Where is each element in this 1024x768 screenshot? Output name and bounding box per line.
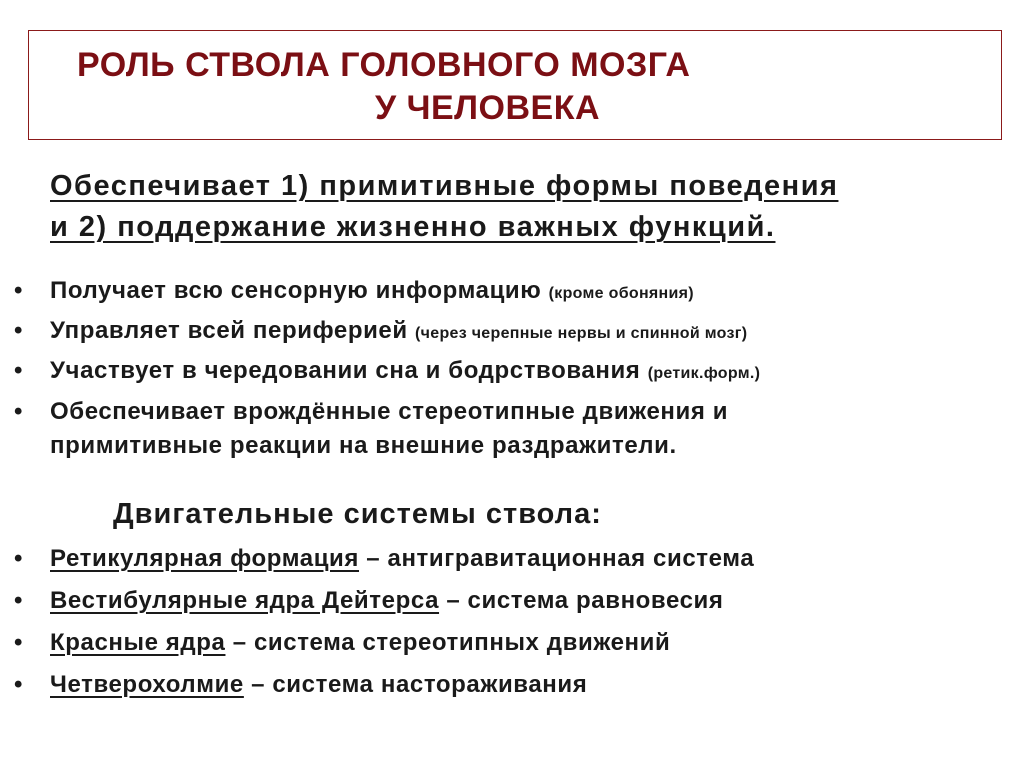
bullet-icon: • bbox=[14, 277, 24, 304]
system-term: Вестибулярные ядра Дейтерса bbox=[50, 587, 440, 614]
list-item bbox=[14, 315, 1004, 349]
motor-systems-list bbox=[14, 543, 1004, 711]
item-text: Управляет всей периферией bbox=[50, 317, 408, 344]
functions-list bbox=[14, 275, 1004, 469]
intro-line2: и 2) поддержание жизненно важных функций. bbox=[50, 211, 776, 243]
item-note: (ретик.форм.) bbox=[647, 365, 761, 382]
bullet-icon: • bbox=[14, 317, 24, 344]
system-desc: – система стереотипных движений bbox=[225, 629, 671, 656]
motor-systems-heading: Двигательные системы ствола: bbox=[113, 498, 602, 530]
intro-line1: Обеспечивает 1) примитивные формы поведения bbox=[50, 170, 839, 202]
item-text: Участвует в чередовании сна и бодрствования bbox=[50, 357, 641, 384]
slide-title-line2: У ЧЕЛОВЕКА bbox=[375, 89, 601, 127]
title-box bbox=[28, 30, 1002, 140]
bullet-icon: • bbox=[14, 671, 24, 698]
bullet-icon: • bbox=[14, 629, 24, 656]
item-note: (через черепные нервы и спинной мозг) bbox=[415, 325, 748, 342]
system-desc: – система настораживания bbox=[243, 671, 588, 698]
list-item bbox=[14, 275, 1004, 309]
list-item bbox=[14, 627, 1004, 659]
item-text-line2: примитивные реакции на внешние раздражители. bbox=[50, 432, 677, 459]
intro-statement bbox=[50, 166, 1010, 248]
bullet-icon: • bbox=[14, 545, 24, 572]
system-desc: – система равновесия bbox=[439, 587, 724, 614]
item-text-line1: Обеспечивает врождённые стереотипные движения и bbox=[50, 398, 729, 425]
list-item bbox=[14, 543, 1004, 575]
item-note: (кроме обоняния) bbox=[548, 285, 694, 302]
bullet-icon: • bbox=[14, 398, 24, 425]
system-term: Четверохолмие bbox=[50, 671, 244, 698]
list-item bbox=[14, 669, 1004, 701]
item-text: Получает всю сенсорную информацию bbox=[50, 277, 542, 304]
list-item bbox=[14, 585, 1004, 617]
bullet-icon: • bbox=[14, 587, 24, 614]
list-item bbox=[14, 395, 1004, 463]
system-term: Красные ядра bbox=[50, 629, 226, 656]
bullet-icon: • bbox=[14, 357, 24, 384]
system-term: Ретикулярная формация bbox=[50, 545, 360, 572]
system-desc: – антигравитационная система bbox=[359, 545, 755, 572]
list-item bbox=[14, 355, 1004, 389]
slide-title-line1: РОЛЬ СТВОЛА ГОЛОВНОГО МОЗГА bbox=[77, 46, 691, 84]
